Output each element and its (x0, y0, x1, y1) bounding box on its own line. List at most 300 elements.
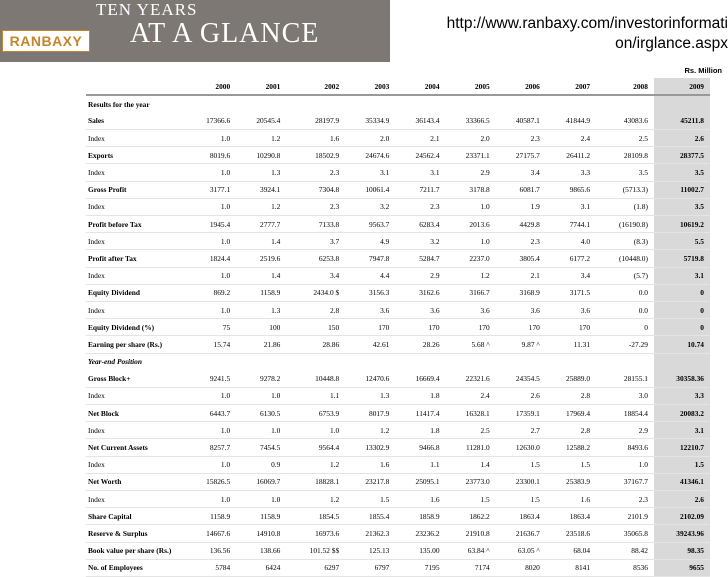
table-cell: 63.84 ^ (446, 542, 496, 559)
table-cell: 26411.2 (546, 147, 596, 164)
row-label: Net Current Assets (86, 439, 186, 456)
table-cell: 2.9 (446, 164, 496, 181)
table-cell: 3166.7 (446, 284, 496, 301)
table-cell: 18854.4 (596, 405, 654, 422)
table-cell: 7211.7 (395, 181, 445, 198)
table-cell: 3.3 (654, 387, 710, 404)
table-cell: 1.4 (236, 233, 286, 250)
table-cell: 1.0 (236, 422, 286, 439)
table-cell: 6177.2 (546, 250, 596, 267)
table-cell (446, 95, 496, 112)
table-cell: 3.4 (496, 164, 546, 181)
table-cell: 0.0 (596, 301, 654, 318)
table-cell: 101.52 $$ (286, 542, 345, 559)
table-cell: 16669.4 (395, 370, 445, 387)
table-cell: 7195 (395, 559, 445, 576)
table-cell: 24354.5 (496, 370, 546, 387)
table-row (86, 525, 710, 542)
table-cell: 7174 (446, 559, 496, 576)
table-cell: 10061.4 (345, 181, 395, 198)
table-row (86, 164, 710, 181)
table-cell: 9278.2 (236, 370, 286, 387)
table-cell: 1.5 (446, 491, 496, 508)
table-cell: 3.5 (654, 164, 710, 181)
table-cell: 1.6 (546, 491, 596, 508)
table-cell: 3.1 (654, 422, 710, 439)
table-cell: 2.8 (546, 422, 596, 439)
table-cell: 17359.1 (496, 405, 546, 422)
table-cell: 22321.6 (446, 370, 496, 387)
table-cell: 2.6 (654, 130, 710, 147)
table-cell: 9564.4 (286, 439, 345, 456)
table-cell: 28155.1 (596, 370, 654, 387)
table-cell: 2.3 (286, 164, 345, 181)
table-cell: 8493.6 (596, 439, 654, 456)
table-cell (596, 95, 654, 112)
table-cell: 1.2 (286, 456, 345, 473)
table-cell: 14910.8 (236, 525, 286, 542)
row-label: Profit before Tax (86, 216, 186, 233)
year-header: 2003 (345, 78, 395, 95)
table-cell: 3.2 (395, 233, 445, 250)
section-row (86, 353, 710, 370)
financial-table (86, 78, 710, 577)
row-label: Results for the year (88, 99, 150, 109)
table-row (86, 405, 710, 422)
table-cell: (5.7) (596, 267, 654, 284)
units-label: Rs. Million (684, 66, 722, 75)
row-label: Index (86, 387, 186, 404)
table-cell: 63.05 ^ (496, 542, 546, 559)
table-cell (496, 95, 546, 112)
row-label: Index (86, 456, 186, 473)
table-cell: 3168.9 (496, 284, 546, 301)
table-cell: 138.66 (236, 542, 286, 559)
table-cell: 40587.1 (496, 112, 546, 129)
table-row (86, 439, 710, 456)
table-cell: 3156.3 (345, 284, 395, 301)
table-cell: 1.0 (286, 422, 345, 439)
table-row (86, 130, 710, 147)
table-cell: 1.0 (186, 164, 236, 181)
table-cell (186, 353, 236, 370)
table-cell: 9655 (654, 559, 710, 576)
year-header: 2000 (186, 78, 236, 95)
table-cell: 9466.8 (395, 439, 445, 456)
table-cell: 8536 (596, 559, 654, 576)
table-cell: (1.8) (596, 198, 654, 215)
table-cell: 2.5 (596, 130, 654, 147)
table-cell: (8.3) (596, 233, 654, 250)
row-label: Index (86, 198, 186, 215)
table-cell: 1.3 (345, 387, 395, 404)
table-cell: (10448.0) (596, 250, 654, 267)
table-cell: -27.29 (596, 336, 654, 353)
table-cell: 2.1 (395, 130, 445, 147)
row-label: Index (86, 301, 186, 318)
year-header-highlight: 2009 (654, 78, 710, 95)
table-cell: 3.6 (395, 301, 445, 318)
table-cell: 3.0 (596, 387, 654, 404)
table-cell: 4429.8 (496, 216, 546, 233)
table-cell: 1863.4 (496, 508, 546, 525)
table-cell: 2.9 (395, 267, 445, 284)
year-header: 2008 (596, 78, 654, 95)
row-label: Gross Profit (86, 181, 186, 198)
table-cell: 6081.7 (496, 181, 546, 198)
table-cell: 2.8 (546, 387, 596, 404)
table-cell: 16328.1 (446, 405, 496, 422)
table-cell: 3.1 (654, 267, 710, 284)
table-cell: 1858.9 (395, 508, 445, 525)
table-cell: 43083.6 (596, 112, 654, 129)
table-cell: 1854.5 (286, 508, 345, 525)
table-cell: (16190.8) (596, 216, 654, 233)
table-cell: 3178.8 (446, 181, 496, 198)
year-header: 2004 (395, 78, 445, 95)
table-cell: 7454.5 (236, 439, 286, 456)
table-cell: 1.3 (236, 164, 286, 181)
table-cell: 45211.8 (654, 112, 710, 129)
table-row (86, 112, 710, 129)
table-cell: 6443.7 (186, 405, 236, 422)
table-cell: 3.6 (546, 301, 596, 318)
table-cell: 3.1 (546, 198, 596, 215)
row-label: Index (86, 267, 186, 284)
table-cell: 1863.4 (546, 508, 596, 525)
row-label: Net Block (86, 405, 186, 422)
table-cell: 1158.9 (236, 508, 286, 525)
table-cell: 3162.6 (395, 284, 445, 301)
table-cell: 7304.8 (286, 181, 345, 198)
table-cell: 1.6 (286, 130, 345, 147)
table-cell: 5.68 ^ (446, 336, 496, 353)
table-cell: 28377.5 (654, 147, 710, 164)
table-cell: 3805.4 (496, 250, 546, 267)
row-label: Year-end Position (88, 357, 142, 367)
table-cell: 27175.7 (496, 147, 546, 164)
table-cell: 2102.09 (654, 508, 710, 525)
table-cell: 136.56 (186, 542, 236, 559)
table-cell: 6797 (345, 559, 395, 576)
table-cell: 3.4 (286, 267, 345, 284)
table-cell: 2.0 (446, 130, 496, 147)
table-cell: 5784 (186, 559, 236, 576)
table-cell: 6283.4 (395, 216, 445, 233)
row-label: Reserve & Surplus (86, 525, 186, 542)
row-label: Sales (86, 112, 186, 129)
table-cell: 25889.0 (546, 370, 596, 387)
table-cell: 3.7 (286, 233, 345, 250)
url-line-2[interactable]: on/irglance.aspx (615, 35, 728, 52)
table-cell: 1.9 (496, 198, 546, 215)
table-row (86, 267, 710, 284)
table-cell: 1.0 (446, 233, 496, 250)
table-cell: 39243.96 (654, 525, 710, 542)
table-cell: 6424 (236, 559, 286, 576)
table-cell: 9563.7 (345, 216, 395, 233)
table-cell: 1.5 (496, 456, 546, 473)
table-cell: 11002.7 (654, 181, 710, 198)
table-cell: 3924.1 (236, 181, 286, 198)
table-cell (654, 353, 710, 370)
table-cell: 2237.0 (446, 250, 496, 267)
table-row (86, 284, 710, 301)
year-header: 2005 (446, 78, 496, 95)
table-cell: 14667.6 (186, 525, 236, 542)
table-cell: 2101.9 (596, 508, 654, 525)
table-cell: 2.4 (446, 387, 496, 404)
table-cell: 11281.0 (446, 439, 496, 456)
table-cell: 17969.4 (546, 405, 596, 422)
table-cell: 1158.9 (236, 284, 286, 301)
table-cell: 2.4 (546, 130, 596, 147)
table-cell: 0 (654, 301, 710, 318)
table-cell: 9241.5 (186, 370, 236, 387)
table-cell: 68.04 (546, 542, 596, 559)
table-cell: 18828.1 (286, 473, 345, 490)
table-cell: (5713.3) (596, 181, 654, 198)
table-cell: 23300.1 (496, 473, 546, 490)
table-cell: 869.2 (186, 284, 236, 301)
table-row (86, 336, 710, 353)
table-cell: 170 (546, 319, 596, 336)
year-header: 2002 (286, 78, 345, 95)
table-row (86, 319, 710, 336)
header-banner (0, 0, 390, 62)
table-cell: 0.9 (236, 456, 286, 473)
row-label: Equity Dividend (86, 284, 186, 301)
table-cell: 16069.7 (236, 473, 286, 490)
table-cell: 9865.6 (546, 181, 596, 198)
table-cell: 1.0 (186, 456, 236, 473)
table-cell: 17366.6 (186, 112, 236, 129)
table-row (86, 216, 710, 233)
table-cell: 21362.3 (345, 525, 395, 542)
table-cell: 1855.4 (345, 508, 395, 525)
year-header-row (86, 78, 710, 95)
section-row (86, 95, 710, 112)
table-cell: 5719.8 (654, 250, 710, 267)
table-cell: 1.8 (395, 422, 445, 439)
table-cell: 28197.9 (286, 112, 345, 129)
table-cell: 3.5 (596, 164, 654, 181)
row-label: Gross Block+ (86, 370, 186, 387)
table-cell: 1.0 (236, 387, 286, 404)
table-cell: 170 (446, 319, 496, 336)
table-cell: 2.6 (496, 387, 546, 404)
table-cell: 2013.6 (446, 216, 496, 233)
table-cell (546, 95, 596, 112)
table-cell: 0.0 (596, 284, 654, 301)
row-label: Index (86, 491, 186, 508)
table-cell: 15826.5 (186, 473, 236, 490)
table-cell: 2.7 (496, 422, 546, 439)
table-cell: 1.0 (186, 301, 236, 318)
row-label: No. of Employees (86, 559, 186, 576)
table-cell (286, 95, 345, 112)
table-cell: 1.5 (496, 491, 546, 508)
table-cell: 170 (345, 319, 395, 336)
table-cell: 1.3 (236, 301, 286, 318)
table-cell: 135.00 (395, 542, 445, 559)
table-cell: 1824.4 (186, 250, 236, 267)
table-row (86, 370, 710, 387)
table-cell: 7947.8 (345, 250, 395, 267)
table-row (86, 301, 710, 318)
source-url[interactable] (383, 14, 728, 54)
table-cell: 1.0 (596, 456, 654, 473)
table-cell: 3.6 (496, 301, 546, 318)
row-label: Index (86, 164, 186, 181)
table-cell: 10619.2 (654, 216, 710, 233)
table-cell: 18502.9 (286, 147, 345, 164)
table-cell: 2.1 (496, 267, 546, 284)
table-cell: 2.3 (395, 198, 445, 215)
table-cell: 12630.0 (496, 439, 546, 456)
table-cell: 11417.4 (395, 405, 445, 422)
table-cell: 3177.1 (186, 181, 236, 198)
year-header: 2007 (546, 78, 596, 95)
table-cell: 28.26 (395, 336, 445, 353)
table-cell: 0 (596, 319, 654, 336)
table-cell: 1.2 (236, 198, 286, 215)
table-row (86, 147, 710, 164)
table-cell: 23773.0 (446, 473, 496, 490)
table-cell: 1.0 (186, 387, 236, 404)
table-cell: 33366.5 (446, 112, 496, 129)
table-cell: 100 (236, 319, 286, 336)
table-cell: 3.6 (345, 301, 395, 318)
row-label: Earning per share (Rs.) (86, 336, 186, 353)
table-cell: 1.0 (446, 198, 496, 215)
table-cell: 28.86 (286, 336, 345, 353)
table-cell: 12470.6 (345, 370, 395, 387)
table-cell: 7133.8 (286, 216, 345, 233)
table-cell: 1.4 (446, 456, 496, 473)
table-cell: 23217.8 (345, 473, 395, 490)
table-cell: 23236.2 (395, 525, 445, 542)
table-cell: 3.1 (345, 164, 395, 181)
table-cell: 35065.8 (596, 525, 654, 542)
table-cell: 2.3 (496, 233, 546, 250)
table-cell: 2434.0 $ (286, 284, 345, 301)
ranbaxy-logo: RANBAXY (2, 30, 90, 52)
table-cell: 24562.4 (395, 147, 445, 164)
table-cell: 12588.2 (546, 439, 596, 456)
table-cell (395, 353, 445, 370)
table-cell: 5284.7 (395, 250, 445, 267)
table-cell: 25383.9 (546, 473, 596, 490)
row-label: Equity Dividend (%) (86, 319, 186, 336)
table-cell: 1.2 (345, 422, 395, 439)
table-cell: 1.5 (546, 456, 596, 473)
table-cell: 4.0 (546, 233, 596, 250)
table-cell: 2777.7 (236, 216, 286, 233)
table-cell: 13302.9 (345, 439, 395, 456)
table-cell: 125.13 (345, 542, 395, 559)
table-row (86, 387, 710, 404)
table-cell: 4.9 (345, 233, 395, 250)
table-cell: 1.0 (186, 130, 236, 147)
table-cell: 8019.6 (186, 147, 236, 164)
row-label: Share Capital (86, 508, 186, 525)
table-cell: 6297 (286, 559, 345, 576)
table-cell: 28109.8 (596, 147, 654, 164)
table-cell: 1.1 (395, 456, 445, 473)
table-cell: 42.61 (345, 336, 395, 353)
table-row (86, 181, 710, 198)
table-cell: 0 (654, 284, 710, 301)
url-line-1[interactable]: http://www.ranbaxy.com/investorinformati (446, 15, 728, 32)
row-label: Profit after Tax (86, 250, 186, 267)
table-cell: 7744.1 (546, 216, 596, 233)
year-header: 2001 (236, 78, 286, 95)
table-row (86, 559, 710, 576)
table-cell: 2.3 (496, 130, 546, 147)
row-label: Net Worth (86, 473, 186, 490)
year-header: 2006 (496, 78, 546, 95)
table-cell: 3171.5 (546, 284, 596, 301)
table-row (86, 473, 710, 490)
row-label: Index (86, 233, 186, 250)
table-cell: 1.8 (395, 387, 445, 404)
table-cell: 150 (286, 319, 345, 336)
table-row (86, 542, 710, 559)
table-cell: 2519.6 (236, 250, 286, 267)
table-cell: 98.35 (654, 542, 710, 559)
row-label: Book value per share (Rs.) (86, 542, 186, 559)
table-cell (496, 353, 546, 370)
table-cell (654, 95, 710, 112)
table-cell: 1.5 (654, 456, 710, 473)
table-cell: 2.3 (286, 198, 345, 215)
title-line-2: AT A GLANCE (130, 18, 320, 49)
table-cell (596, 353, 654, 370)
table-row (86, 456, 710, 473)
table-cell: 23518.6 (546, 525, 596, 542)
table-cell: 9.87 ^ (496, 336, 546, 353)
table-cell: 3.6 (446, 301, 496, 318)
table-cell: 8141 (546, 559, 596, 576)
table-cell: 170 (395, 319, 445, 336)
table-cell: 23371.1 (446, 147, 496, 164)
table-cell: 8017.9 (345, 405, 395, 422)
table-row (86, 233, 710, 250)
table-cell: 35334.9 (345, 112, 395, 129)
table-cell: 21.86 (236, 336, 286, 353)
table-row (86, 491, 710, 508)
table-cell: 20545.4 (236, 112, 286, 129)
table-cell: 10448.8 (286, 370, 345, 387)
table-cell: 21636.7 (496, 525, 546, 542)
table-cell: 11.31 (546, 336, 596, 353)
table-cell (236, 353, 286, 370)
table-cell (286, 353, 345, 370)
table-cell: 1.4 (236, 267, 286, 284)
table-cell: 6753.9 (286, 405, 345, 422)
table-cell: 1.5 (345, 491, 395, 508)
table-cell (345, 95, 395, 112)
title-line-1: TEN YEARS (96, 0, 198, 19)
table-cell: 1.0 (186, 198, 236, 215)
table-cell: 3.2 (345, 198, 395, 215)
table-cell (186, 95, 236, 112)
table-row (86, 250, 710, 267)
table-cell: 16973.6 (286, 525, 345, 542)
table-cell: 75 (186, 319, 236, 336)
table-row (86, 422, 710, 439)
